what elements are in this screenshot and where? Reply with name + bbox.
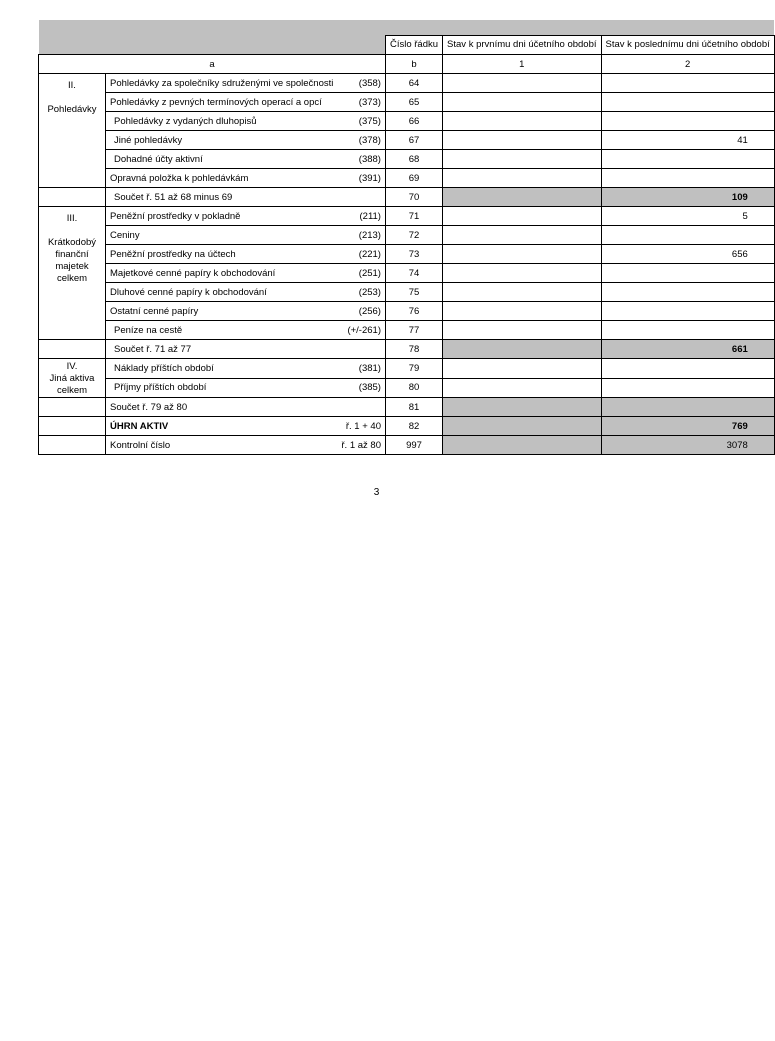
table-row <box>39 321 775 340</box>
page-number: 3 <box>373 487 380 498</box>
value-first-day <box>443 302 601 321</box>
value-last-day: 109 <box>601 188 774 207</box>
row-number: 73 <box>385 245 442 264</box>
table-row <box>39 283 775 302</box>
row-account-code <box>337 340 385 359</box>
row-number: 81 <box>385 398 442 417</box>
value-first-day <box>443 74 601 93</box>
table-row <box>39 74 775 93</box>
table-row <box>39 245 775 264</box>
value-last-day <box>601 264 774 283</box>
row-label: Příjmy příštích období <box>106 378 338 398</box>
value-first-day <box>443 131 601 150</box>
row-number: 78 <box>385 340 442 359</box>
empty-section-cell <box>39 436 106 455</box>
row-number: 64 <box>385 74 442 93</box>
value-last-day <box>601 74 774 93</box>
row-label: ÚHRN AKTIV <box>106 417 338 436</box>
table-row <box>39 226 775 245</box>
row-number: 997 <box>385 436 442 455</box>
value-first-day <box>443 321 601 340</box>
empty-section-cell <box>39 340 106 359</box>
letter-b: b <box>385 55 442 74</box>
table-row <box>39 112 775 131</box>
header-band-cell <box>39 20 775 36</box>
row-account-code: (391) <box>337 169 385 188</box>
value-last-day: 661 <box>601 340 774 359</box>
row-account-code: ř. 1 + 40 <box>337 417 385 436</box>
table-row <box>39 150 775 169</box>
row-number: 79 <box>385 359 442 379</box>
row-label: Peněžní prostředky na účtech <box>106 245 338 264</box>
row-account-code: (221) <box>337 245 385 264</box>
row-label: Pohledávky za společníky sdruženými ve společnosti <box>106 74 338 93</box>
row-number: 65 <box>385 93 442 112</box>
section-pohledavky <box>39 74 106 188</box>
row-number: 70 <box>385 188 442 207</box>
row-account-code: (358) <box>337 74 385 93</box>
value-first-day <box>443 359 601 379</box>
table-row <box>39 131 775 150</box>
value-first-day <box>443 398 601 417</box>
letter-a: a <box>39 55 386 74</box>
row-label: Náklady příštích období <box>106 359 338 379</box>
total-assets-row <box>39 417 775 436</box>
header-first-day: Stav k prvnímu dni účetního období <box>443 36 601 55</box>
column-2-label: 2 <box>601 55 774 74</box>
row-account-code: (213) <box>337 226 385 245</box>
row-number: 75 <box>385 283 442 302</box>
row-account-code: (251) <box>337 264 385 283</box>
value-last-day: 656 <box>601 245 774 264</box>
row-label: Pohledávky z vydaných dluhopisů <box>106 112 338 131</box>
table-row <box>39 378 775 398</box>
value-first-day <box>443 378 601 398</box>
table-row <box>39 93 775 112</box>
value-last-day <box>601 93 774 112</box>
section-title: Pohledávky <box>47 104 97 115</box>
section-title: Jiná aktiva celkem <box>49 373 95 396</box>
row-account-code <box>337 398 385 417</box>
control-number-row <box>39 436 775 455</box>
row-account-code: (385) <box>337 378 385 398</box>
table-row <box>39 169 775 188</box>
row-label: Pohledávky z pevných termínových operací a opcí <box>106 93 338 112</box>
value-first-day <box>443 264 601 283</box>
row-number: 80 <box>385 378 442 398</box>
balance-sheet-table <box>38 20 775 455</box>
header-blank-cell <box>39 36 386 55</box>
row-number: 71 <box>385 207 442 226</box>
empty-section-cell <box>39 188 106 207</box>
row-number: 69 <box>385 169 442 188</box>
table-row <box>39 264 775 283</box>
row-account-code: (388) <box>337 150 385 169</box>
value-last-day <box>601 283 774 302</box>
value-last-day <box>601 112 774 131</box>
empty-section-cell <box>39 417 106 436</box>
table-row <box>39 359 775 379</box>
section-jina-aktiva <box>39 359 106 398</box>
row-number: 77 <box>385 321 442 340</box>
header-last-day: Stav k poslednímu dni účetního období <box>601 36 774 55</box>
column-letters-row <box>39 55 775 74</box>
section-title: Krátkodobý finanční majetek celkem <box>47 237 97 284</box>
row-account-code: (378) <box>337 131 385 150</box>
value-last-day <box>601 169 774 188</box>
value-first-day <box>443 188 601 207</box>
row-number: 72 <box>385 226 442 245</box>
header-row-number: Číslo řádku <box>385 36 442 55</box>
value-last-day: 3078 <box>601 436 774 455</box>
header-grey-band <box>39 20 775 36</box>
row-number: 67 <box>385 131 442 150</box>
value-first-day <box>443 150 601 169</box>
value-last-day <box>601 321 774 340</box>
row-label: Dohadné účty aktivní <box>106 150 338 169</box>
row-number: 68 <box>385 150 442 169</box>
value-first-day <box>443 207 601 226</box>
value-last-day <box>601 302 774 321</box>
row-account-code: (381) <box>337 359 385 379</box>
row-label: Peněžní prostředky v pokladně <box>106 207 338 226</box>
section-roman: II. <box>68 80 76 91</box>
value-first-day <box>443 283 601 302</box>
row-number: 74 <box>385 264 442 283</box>
row-label: Majetkové cenné papíry k obchodování <box>106 264 338 283</box>
row-account-code: (+/-261) <box>337 321 385 340</box>
row-label: Součet ř. 51 až 68 minus 69 <box>106 188 338 207</box>
table-row <box>39 207 775 226</box>
row-label: Opravná položka k pohledávkám <box>106 169 338 188</box>
header-row <box>39 36 775 55</box>
value-first-day <box>443 436 601 455</box>
row-label: Peníze na cestě <box>106 321 338 340</box>
value-last-day <box>601 226 774 245</box>
row-label: Dluhové cenné papíry k obchodování <box>106 283 338 302</box>
row-account-code: (253) <box>337 283 385 302</box>
row-number: 82 <box>385 417 442 436</box>
row-account-code: (256) <box>337 302 385 321</box>
value-first-day <box>443 112 601 131</box>
row-label: Ostatní cenné papíry <box>106 302 338 321</box>
section-kratkodoby <box>39 207 106 340</box>
row-account-code: (211) <box>337 207 385 226</box>
value-first-day <box>443 93 601 112</box>
row-number: 66 <box>385 112 442 131</box>
column-1-label: 1 <box>443 55 601 74</box>
subtotal-row <box>39 188 775 207</box>
row-number: 76 <box>385 302 442 321</box>
row-account-code: (375) <box>337 112 385 131</box>
row-label: Jiné pohledávky <box>106 131 338 150</box>
value-last-day: 41 <box>601 131 774 150</box>
value-first-day <box>443 417 601 436</box>
subtotal-row <box>39 340 775 359</box>
row-account-code <box>337 188 385 207</box>
row-account-code: ř. 1 až 80 <box>337 436 385 455</box>
value-last-day <box>601 398 774 417</box>
value-first-day <box>443 169 601 188</box>
section-roman: IV. <box>66 361 78 372</box>
row-label: Ceniny <box>106 226 338 245</box>
value-first-day <box>443 340 601 359</box>
table-row <box>39 302 775 321</box>
value-last-day <box>601 378 774 398</box>
value-last-day <box>601 359 774 379</box>
row-label: Součet ř. 71 až 77 <box>106 340 338 359</box>
value-first-day <box>443 226 601 245</box>
row-label: Kontrolní číslo <box>106 436 338 455</box>
row-label: Součet ř. 79 až 80 <box>106 398 338 417</box>
empty-section-cell <box>39 398 106 417</box>
value-last-day <box>601 150 774 169</box>
section-roman: III. <box>66 213 78 224</box>
value-last-day: 769 <box>601 417 774 436</box>
value-last-day: 5 <box>601 207 774 226</box>
subtotal-row <box>39 398 775 417</box>
row-account-code: (373) <box>337 93 385 112</box>
value-first-day <box>443 245 601 264</box>
